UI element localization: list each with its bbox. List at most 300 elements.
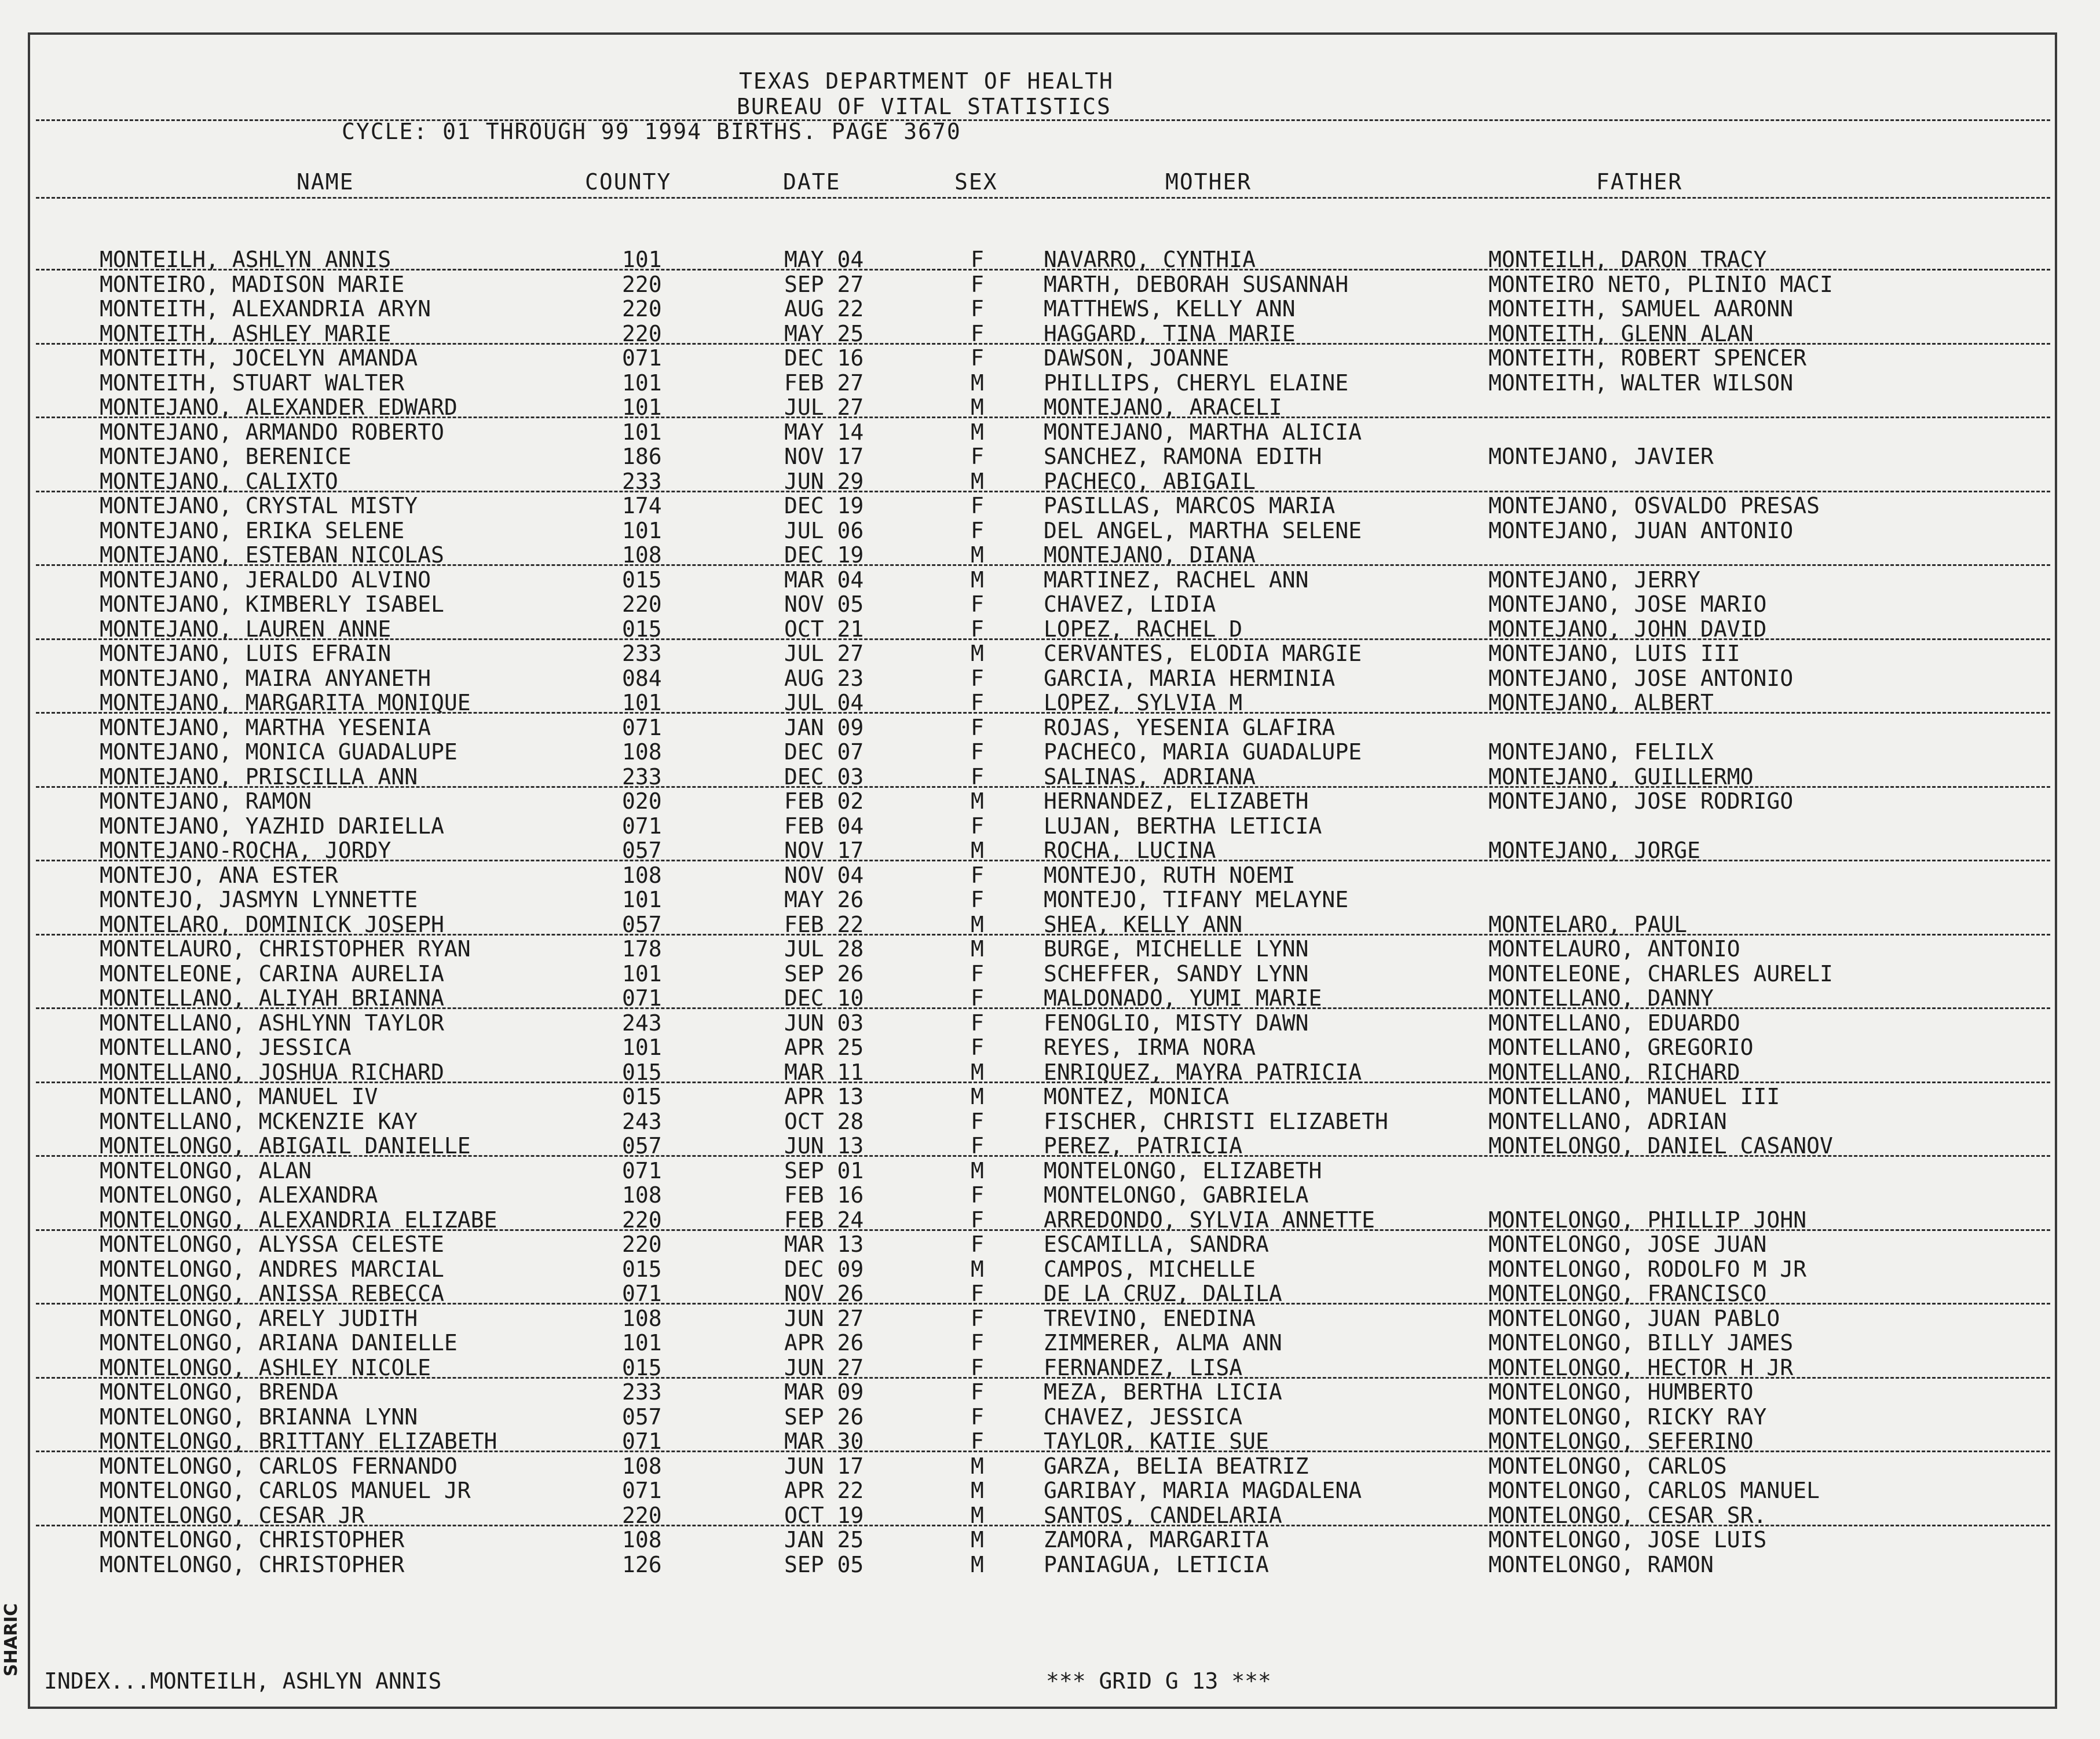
cell-name: MONTEJANO, MARGARITA MONIQUE: [100, 690, 471, 715]
cell-name: MONTEJANO, ESTEBAN NICOLAS: [100, 542, 444, 568]
cell-father: MONTELLANO, MANUEL III: [1488, 1084, 1780, 1109]
cell-father: MONTELLANO, ADRIAN: [1488, 1108, 1727, 1134]
cell-mother: MONTEJANO, MARTHA ALICIA: [1044, 419, 1362, 445]
cell-county: 101: [622, 370, 662, 396]
cell-sex: F: [971, 1133, 984, 1159]
cell-county: 057: [622, 911, 662, 937]
cell-county: 233: [622, 1379, 662, 1405]
table-row: [0, 1355, 2100, 1379]
cell-county: 057: [622, 838, 662, 863]
column-header-date: DATE: [783, 169, 841, 195]
cell-county: 126: [622, 1551, 662, 1577]
cell-sex: M: [971, 1084, 984, 1109]
cell-mother: MATTHEWS, KELLY ANN: [1044, 296, 1296, 322]
cell-county: 057: [622, 1404, 662, 1430]
table-row: [0, 469, 2100, 493]
cell-name: MONTELLANO, JOSHUA RICHARD: [100, 1059, 444, 1085]
cell-father: MONTELONGO, HECTOR H JR: [1488, 1354, 1794, 1380]
column-header-mother: MOTHER: [1165, 169, 1252, 195]
side-label: SHARIC: [1, 1603, 21, 1676]
cell-county: 084: [622, 665, 662, 691]
cell-county: 108: [622, 1182, 662, 1208]
cell-sex: M: [971, 542, 984, 568]
cell-name: MONTEITH, ASHLEY MARIE: [100, 320, 392, 346]
cell-sex: M: [971, 911, 984, 937]
cell-sex: F: [971, 985, 984, 1011]
table-row: [0, 912, 2100, 936]
column-header-father: FATHER: [1596, 169, 1683, 195]
cell-county: 220: [622, 320, 662, 346]
cell-county: 220: [622, 296, 662, 322]
cell-county: 101: [622, 1330, 662, 1356]
cell-sex: M: [971, 936, 984, 962]
table-row: [0, 936, 2100, 960]
cell-name: MONTEJANO-ROCHA, JORDY: [100, 838, 392, 863]
cell-mother: CAMPOS, MICHELLE: [1044, 1256, 1256, 1282]
cell-mother: SANCHEZ, RAMONA EDITH: [1044, 444, 1322, 469]
cell-name: MONTELONGO, ASHLEY NICOLE: [100, 1354, 431, 1380]
cell-mother: PACHECO, ABIGAIL: [1044, 468, 1256, 494]
cell-mother: GARIBAY, MARIA MAGDALENA: [1044, 1478, 1362, 1503]
cell-county: 015: [622, 1059, 662, 1085]
cell-name: MONTELONGO, ALAN: [100, 1157, 312, 1183]
cell-sex: F: [971, 1354, 984, 1380]
row-divider: [36, 1007, 2050, 1009]
table-row: [0, 1453, 2100, 1478]
cell-date: MAR 09: [784, 1379, 864, 1405]
cell-date: JAN 09: [784, 714, 864, 740]
cell-date: JUN 29: [784, 468, 864, 494]
cell-sex: F: [971, 493, 984, 518]
cell-date: APR 25: [784, 1035, 864, 1060]
cell-county: 233: [622, 468, 662, 494]
table-row: [0, 1281, 2100, 1305]
cell-date: FEB 04: [784, 813, 864, 839]
cell-date: APR 13: [784, 1084, 864, 1109]
cell-name: MONTEJANO, KIMBERLY ISABEL: [100, 591, 444, 617]
table-row: [0, 518, 2100, 542]
cell-mother: REYES, IRMA NORA: [1044, 1035, 1256, 1060]
cell-date: DEC 16: [784, 345, 864, 371]
cell-mother: SCHEFFER, SANDY LYNN: [1044, 960, 1309, 987]
table-row: [0, 641, 2100, 665]
cell-name: MONTELLANO, ALIYAH BRIANNA: [100, 985, 444, 1011]
cell-mother: LUJAN, BERTHA LETICIA: [1044, 813, 1322, 839]
cell-date: SEP 05: [784, 1551, 864, 1577]
cell-mother: ESCAMILLA, SANDRA: [1044, 1232, 1269, 1257]
cell-father: MONTELONGO, HUMBERTO: [1488, 1379, 1754, 1405]
cell-name: MONTELAURO, CHRISTOPHER RYAN: [100, 936, 471, 962]
cell-mother: HERNANDEZ, ELIZABETH: [1044, 788, 1309, 814]
cell-mother: CERVANTES, ELODIA MARGIE: [1044, 641, 1362, 666]
cell-date: MAY 14: [784, 419, 864, 445]
row-divider: [36, 860, 2050, 861]
cell-father: MONTELONGO, SEFERINO: [1488, 1429, 1754, 1454]
cell-father: MONTELONGO, CARLOS: [1488, 1453, 1727, 1479]
cell-county: 108: [622, 542, 662, 568]
cell-sex: F: [971, 1207, 984, 1233]
cell-date: JUL 28: [784, 936, 864, 962]
bureau-title: BUREAU OF VITAL STATISTICS: [737, 94, 1111, 119]
cell-date: NOV 26: [784, 1281, 864, 1306]
cell-sex: F: [971, 960, 984, 987]
cell-date: MAY 04: [784, 247, 864, 272]
cell-name: MONTEJANO, CALIXTO: [100, 468, 338, 494]
cell-sex: F: [971, 1182, 984, 1208]
table-row: [0, 542, 2100, 567]
cell-name: MONTEJANO, BERENICE: [100, 444, 352, 469]
table-row: [0, 493, 2100, 517]
cell-sex: M: [971, 1157, 984, 1183]
cell-county: 233: [622, 763, 662, 790]
cell-date: MAR 04: [784, 567, 864, 593]
cell-mother: LOPEZ, RACHEL D: [1044, 616, 1243, 642]
cell-name: MONTELONGO, ALEXANDRIA ELIZABE: [100, 1207, 497, 1233]
cell-date: APR 22: [784, 1478, 864, 1503]
table-row: [0, 1010, 2100, 1035]
cell-date: MAY 26: [784, 887, 864, 912]
table-row: [0, 296, 2100, 320]
cell-date: JUL 27: [784, 394, 864, 420]
row-divider: [36, 343, 2050, 345]
table-row: [0, 1404, 2100, 1429]
cell-mother: NAVARRO, CYNTHIA: [1044, 247, 1256, 272]
cell-date: OCT 19: [784, 1502, 864, 1528]
cell-father: MONTEJANO, JAVIER: [1488, 444, 1714, 469]
table-row: [0, 444, 2100, 468]
cell-name: MONTEILH, ASHLYN ANNIS: [100, 247, 392, 272]
cell-mother: MONTEJO, RUTH NOEMI: [1044, 862, 1296, 888]
cell-county: 186: [622, 444, 662, 469]
cell-sex: M: [971, 1527, 984, 1552]
column-header-county: COUNTY: [585, 169, 672, 195]
cell-father: MONTEJANO, JOHN DAVID: [1488, 616, 1767, 642]
cell-father: MONTELONGO, RAMON: [1488, 1551, 1714, 1577]
cell-father: MONTELONGO, RODOLFO M JR: [1488, 1256, 1807, 1282]
cell-date: NOV 17: [784, 444, 864, 469]
table-row: [0, 370, 2100, 394]
cell-father: MONTEJANO, JORGE: [1488, 838, 1701, 863]
cell-county: 071: [622, 714, 662, 740]
table-row: [0, 788, 2100, 813]
cell-father: MONTEITH, SAMUEL AARONN: [1488, 296, 1794, 322]
cell-date: FEB 02: [784, 788, 864, 814]
cell-mother: MEZA, BERTHA LICIA: [1044, 1379, 1282, 1405]
cell-mother: CHAVEZ, LIDIA: [1044, 591, 1216, 617]
cell-mother: ARREDONDO, SYLVIA ANNETTE: [1044, 1207, 1375, 1233]
cell-county: 233: [622, 641, 662, 666]
cell-mother: MARTINEZ, RACHEL ANN: [1044, 567, 1309, 593]
cell-date: JUN 13: [784, 1133, 864, 1159]
cell-name: MONTEJANO, LAUREN ANNE: [100, 616, 392, 642]
cell-sex: F: [971, 1330, 984, 1356]
cell-sex: F: [971, 247, 984, 272]
table-row: [0, 887, 2100, 911]
cell-father: MONTEJANO, JOSE RODRIGO: [1488, 788, 1794, 814]
cell-mother: DAWSON, JOANNE: [1044, 345, 1230, 371]
cell-sex: M: [971, 1256, 984, 1282]
cell-mother: MONTELONGO, GABRIELA: [1044, 1182, 1309, 1208]
cell-county: 108: [622, 862, 662, 888]
cell-father: MONTELLANO, EDUARDO: [1488, 1010, 1740, 1036]
cell-date: AUG 23: [784, 665, 864, 691]
cell-mother: SHEA, KELLY ANN: [1044, 911, 1243, 937]
cell-county: 108: [622, 739, 662, 765]
cell-date: DEC 10: [784, 985, 864, 1011]
cell-sex: M: [971, 419, 984, 445]
table-row: [0, 813, 2100, 838]
cell-father: MONTELONGO, BILLY JAMES: [1488, 1330, 1794, 1356]
cell-county: 101: [622, 247, 662, 272]
cell-county: 178: [622, 936, 662, 962]
row-divider: [36, 417, 2050, 418]
cell-sex: F: [971, 1404, 984, 1430]
cell-mother: PHILLIPS, CHERYL ELAINE: [1044, 370, 1349, 396]
cell-county: 057: [622, 1133, 662, 1159]
cell-name: MONTEJANO, RAMON: [100, 788, 312, 814]
cell-father: MONTELONGO, CESAR SR.: [1488, 1502, 1767, 1528]
cell-father: MONTEIRO NETO, PLINIO MACI: [1488, 271, 1833, 297]
cell-county: 243: [622, 1108, 662, 1134]
cell-sex: F: [971, 271, 984, 297]
cell-date: OCT 21: [784, 616, 864, 642]
cell-date: SEP 26: [784, 1404, 864, 1430]
cell-sex: F: [971, 296, 984, 322]
cell-sex: M: [971, 838, 984, 863]
cell-sex: M: [971, 1059, 984, 1085]
table-row: [0, 1429, 2100, 1453]
cell-county: 220: [622, 1232, 662, 1257]
cell-father: MONTELONGO, RICKY RAY: [1488, 1404, 1767, 1430]
table-row: [0, 1109, 2100, 1133]
cell-mother: MONTEJANO, DIANA: [1044, 542, 1256, 568]
cell-county: 101: [622, 887, 662, 912]
row-divider: [36, 1229, 2050, 1231]
cell-sex: M: [971, 394, 984, 420]
cell-father: MONTEJANO, FELILX: [1488, 739, 1714, 765]
cell-name: MONTELONGO, ARELY JUDITH: [100, 1305, 418, 1331]
table-row: [0, 715, 2100, 739]
cell-name: MONTELONGO, CARLOS FERNANDO: [100, 1453, 458, 1479]
row-divider: [36, 564, 2050, 566]
cell-mother: LOPEZ, SYLVIA M: [1044, 690, 1243, 715]
cell-date: OCT 28: [784, 1108, 864, 1134]
cell-date: JUN 17: [784, 1453, 864, 1479]
cell-name: MONTELEONE, CARINA AURELIA: [100, 960, 444, 987]
cell-mother: DE LA CRUZ, DALILA: [1044, 1281, 1282, 1306]
column-header-sex: SEX: [954, 169, 998, 195]
cell-mother: GARZA, BELIA BEATRIZ: [1044, 1453, 1309, 1479]
cell-mother: TREVINO, ENEDINA: [1044, 1305, 1256, 1331]
cell-county: 015: [622, 1256, 662, 1282]
cell-sex: M: [971, 1502, 984, 1528]
cell-sex: M: [971, 641, 984, 666]
cell-mother: PEREZ, PATRICIA: [1044, 1133, 1243, 1159]
cell-date: FEB 22: [784, 911, 864, 937]
cell-father: MONTELONGO, FRANCISCO: [1488, 1281, 1767, 1306]
cell-mother: CHAVEZ, JESSICA: [1044, 1404, 1243, 1430]
cell-sex: F: [971, 665, 984, 691]
cell-county: 220: [622, 271, 662, 297]
cell-date: FEB 16: [784, 1182, 864, 1208]
cell-date: FEB 24: [784, 1207, 864, 1233]
cell-date: JUN 27: [784, 1354, 864, 1380]
row-divider: [36, 1082, 2050, 1083]
cell-father: MONTEJANO, GUILLERMO: [1488, 763, 1754, 790]
cell-name: MONTEJANO, ARMANDO ROBERTO: [100, 419, 444, 445]
cell-name: MONTELONGO, BRITTANY ELIZABETH: [100, 1429, 497, 1454]
cell-sex: F: [971, 1429, 984, 1454]
table-row: [0, 690, 2100, 714]
cell-date: JUL 27: [784, 641, 864, 666]
cell-name: MONTEIRO, MADISON MARIE: [100, 271, 405, 297]
cell-date: SEP 01: [784, 1157, 864, 1183]
cell-sex: F: [971, 1035, 984, 1060]
cell-mother: PANIAGUA, LETICIA: [1044, 1551, 1269, 1577]
cell-father: MONTELONGO, CARLOS MANUEL: [1488, 1478, 1820, 1503]
cell-sex: F: [971, 813, 984, 839]
row-divider: [36, 1303, 2050, 1305]
cell-mother: ZIMMERER, ALMA ANN: [1044, 1330, 1282, 1356]
cell-name: MONTELONGO, ANISSA REBECCA: [100, 1281, 444, 1306]
cell-county: 243: [622, 1010, 662, 1036]
cell-sex: F: [971, 345, 984, 371]
cell-county: 101: [622, 394, 662, 420]
cell-county: 108: [622, 1527, 662, 1552]
cell-sex: F: [971, 1379, 984, 1405]
cell-sex: M: [971, 788, 984, 814]
cell-sex: M: [971, 1453, 984, 1479]
table-row: [0, 1552, 2100, 1576]
cell-sex: F: [971, 1108, 984, 1134]
cell-county: 101: [622, 960, 662, 987]
table-row: [0, 764, 2100, 788]
cell-county: 015: [622, 1084, 662, 1109]
table-row: [0, 1207, 2100, 1232]
cell-name: MONTELLANO, MANUEL IV: [100, 1084, 378, 1109]
cell-date: DEC 03: [784, 763, 864, 790]
table-row: [0, 1182, 2100, 1207]
cell-sex: F: [971, 887, 984, 912]
table-row: [0, 1379, 2100, 1404]
cell-sex: F: [971, 444, 984, 469]
cell-mother: TAYLOR, KATIE SUE: [1044, 1429, 1269, 1454]
cell-father: MONTEJANO, OSVALDO PRESAS: [1488, 493, 1820, 518]
table-row: [0, 345, 2100, 370]
cell-county: 101: [622, 690, 662, 715]
cell-date: DEC 19: [784, 493, 864, 518]
table-row: [0, 616, 2100, 641]
table-row: [0, 1035, 2100, 1059]
cell-name: MONTELARO, DOMINICK JOSEPH: [100, 911, 444, 937]
cell-name: MONTEJANO, ERIKA SELENE: [100, 517, 405, 543]
row-divider: [36, 1377, 2050, 1379]
table-row: [0, 321, 2100, 345]
cell-name: MONTEITH, ALEXANDRIA ARYN: [100, 296, 431, 322]
footer-index: INDEX...MONTEILH, ASHLYN ANNIS: [44, 1668, 442, 1694]
cell-date: MAR 13: [784, 1232, 864, 1257]
cell-county: 020: [622, 788, 662, 814]
cell-date: FEB 27: [784, 370, 864, 396]
column-header-name: NAME: [297, 169, 354, 195]
cell-date: JAN 25: [784, 1527, 864, 1552]
cycle-line: CYCLE: 01 THROUGH 99 1994 BIRTHS. PAGE 3670: [342, 119, 961, 144]
table-row: [0, 1232, 2100, 1256]
cell-name: MONTELONGO, ABIGAIL DANIELLE: [100, 1133, 471, 1159]
cell-date: MAY 25: [784, 320, 864, 346]
cell-date: DEC 09: [784, 1256, 864, 1282]
cell-name: MONTEJANO, ALEXANDER EDWARD: [100, 394, 458, 420]
cell-sex: F: [971, 320, 984, 346]
cell-father: MONTELAURO, ANTONIO: [1488, 936, 1740, 962]
row-divider: [36, 1155, 2050, 1157]
row-divider: [36, 491, 2050, 492]
row-divider: [36, 786, 2050, 788]
cell-name: MONTEJO, JASMYN LYNNETTE: [100, 887, 418, 912]
cell-father: MONTEJANO, JOSE ANTONIO: [1488, 665, 1794, 691]
cell-date: AUG 22: [784, 296, 864, 322]
cell-county: 071: [622, 1478, 662, 1503]
table-row: [0, 1503, 2100, 1527]
cell-sex: F: [971, 1010, 984, 1036]
table-row: [0, 739, 2100, 763]
cell-mother: MONTEZ, MONICA: [1044, 1084, 1230, 1109]
cell-mother: FERNANDEZ, LISA: [1044, 1354, 1243, 1380]
cell-mother: PACHECO, MARIA GUADALUPE: [1044, 739, 1362, 765]
cell-name: MONTEJANO, LUIS EFRAIN: [100, 641, 392, 666]
cell-mother: GARCIA, MARIA HERMINIA: [1044, 665, 1336, 691]
cell-mother: ROCHA, LUCINA: [1044, 838, 1216, 863]
cell-county: 108: [622, 1305, 662, 1331]
cell-name: MONTELONGO, CHRISTOPHER: [100, 1551, 405, 1577]
cell-mother: BURGE, MICHELLE LYNN: [1044, 936, 1309, 962]
cell-county: 220: [622, 591, 662, 617]
table-row: [0, 394, 2100, 419]
cell-county: 101: [622, 517, 662, 543]
cell-sex: M: [971, 567, 984, 593]
cell-father: MONTELONGO, JOSE LUIS: [1488, 1527, 1767, 1552]
cell-name: MONTEJANO, MONICA GUADALUPE: [100, 739, 458, 765]
cell-mother: FISCHER, CHRISTI ELIZABETH: [1044, 1108, 1388, 1134]
cell-name: MONTELLANO, MCKENZIE KAY: [100, 1108, 418, 1134]
cell-mother: DEL ANGEL, MARTHA SELENE: [1044, 517, 1362, 543]
cell-mother: ENRIQUEZ, MAYRA PATRICIA: [1044, 1059, 1362, 1085]
cell-mother: MONTELONGO, ELIZABETH: [1044, 1157, 1322, 1183]
table-row: [0, 666, 2100, 690]
cell-sex: F: [971, 1232, 984, 1257]
cell-sex: F: [971, 591, 984, 617]
cell-sex: F: [971, 517, 984, 543]
cell-father: MONTELLANO, RICHARD: [1488, 1059, 1740, 1085]
cell-date: JUN 27: [784, 1305, 864, 1331]
table-row: [0, 1084, 2100, 1108]
cell-sex: M: [971, 1478, 984, 1503]
row-divider: [36, 1525, 2050, 1526]
cell-name: MONTELONGO, ARIANA DANIELLE: [100, 1330, 458, 1356]
cell-mother: ZAMORA, MARGARITA: [1044, 1527, 1269, 1552]
cell-father: MONTELONGO, PHILLIP JOHN: [1488, 1207, 1807, 1233]
cell-name: MONTELONGO, BRENDA: [100, 1379, 338, 1405]
table-row: [0, 1256, 2100, 1281]
cell-father: MONTELONGO, DANIEL CASANOV: [1488, 1133, 1833, 1159]
cell-county: 174: [622, 493, 662, 518]
cell-name: MONTEJANO, YAZHID DARIELLA: [100, 813, 444, 839]
cell-name: MONTEJO, ANA ESTER: [100, 862, 338, 888]
cell-sex: F: [971, 714, 984, 740]
cell-county: 101: [622, 1035, 662, 1060]
cell-name: MONTELONGO, CESAR JR: [100, 1502, 365, 1528]
cell-county: 071: [622, 813, 662, 839]
